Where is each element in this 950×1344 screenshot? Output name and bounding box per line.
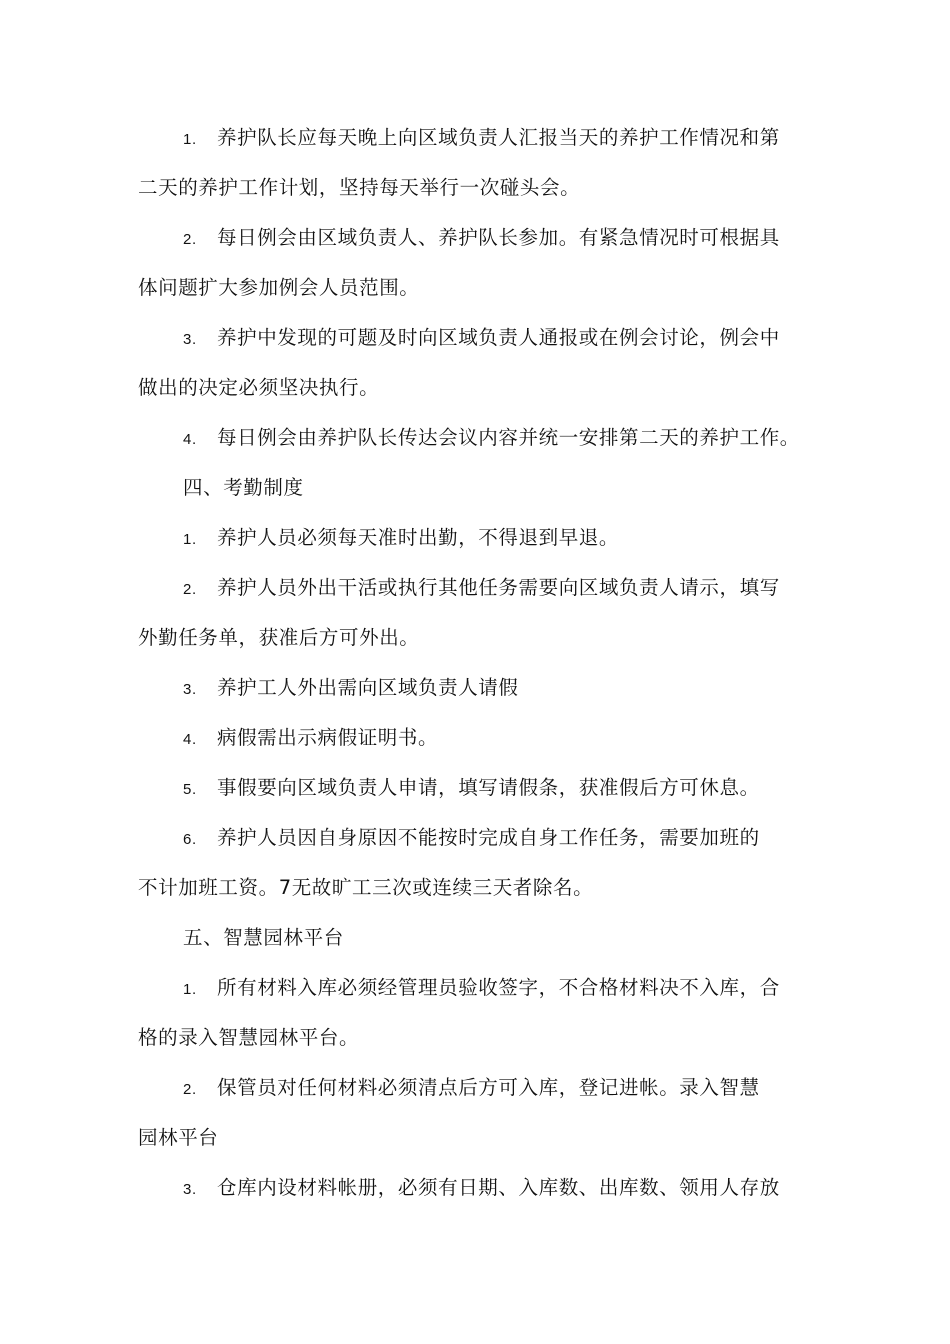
list-number: 1. [183, 981, 197, 998]
list-item-line [183, 1173, 850, 1205]
list-item-line [183, 823, 850, 855]
list-number: 2. [183, 581, 197, 598]
paragraph-text: 养护工人外出需向区域负责人请假 [217, 676, 519, 699]
list-item-line [183, 673, 850, 705]
paragraph-continuation: 二天的养护工作计划，坚持每天举行一次碰头会。 [138, 176, 581, 199]
list-number: 3. [183, 331, 197, 348]
list-item-line [183, 973, 850, 1005]
paragraph-text: 每日例会由养护队长传达会议内容并统一安排第二天的养护工作。 [217, 426, 800, 449]
list-item-line [183, 573, 850, 605]
list-number: 3. [183, 681, 197, 698]
paragraph-text: 养护人员因自身原因不能按时完成自身工作任务，需要加班的 [217, 826, 760, 849]
list-number: 1. [183, 131, 197, 148]
list-item-line [183, 723, 850, 755]
list-number: 4. [183, 431, 197, 448]
paragraph-continuation: 体问题扩大参加例会人员范围。 [138, 276, 420, 299]
list-number: 4. [183, 731, 197, 748]
list-item-line [183, 223, 850, 255]
paragraph-text: 所有材料入库必须经管理员验收签字，不合格材料决不入库，合 [217, 976, 780, 999]
paragraph-text: 养护队长应每天晚上向区域负责人汇报当天的养护工作情况和第 [217, 126, 780, 149]
paragraph-continuation: 做出的决定必须坚决执行。 [138, 376, 380, 399]
paragraph-text: 每日例会由区域负责人、养护队长参加。有紧急情况时可根据具 [217, 226, 780, 249]
paragraph-continuation: 外勤任务单，获准后方可外出。 [138, 626, 420, 649]
paragraph-text: 仓库内设材料帐册，必须有日期、入库数、出库数、领用人存放 [217, 1176, 780, 1199]
list-number: 1. [183, 531, 197, 548]
list-item-line [183, 523, 850, 555]
paragraph-text: 病假需出示病假证明书。 [217, 726, 439, 749]
section-heading: 四、考勤制度 [183, 476, 304, 499]
list-item-line [183, 323, 850, 355]
list-number: 6. [183, 831, 197, 848]
paragraph-text: 保管员对任何材料必须清点后方可入库，登记进帐。录入智慧 [217, 1076, 760, 1099]
list-number: 5. [183, 781, 197, 798]
paragraph-continuation: 园林平台 [138, 1126, 219, 1149]
section-heading: 五、智慧园林平台 [183, 926, 344, 949]
list-number: 2. [183, 231, 197, 248]
paragraph-text: 事假要向区域负责人申请，填写请假条，获准假后方可休息。 [217, 776, 760, 799]
paragraph-text: 养护中发现的可题及时向区域负责人通报或在例会讨论，例会中 [217, 326, 780, 349]
paragraph-text: 养护人员外出干活或执行其他任务需要向区域负责人请示，填写 [217, 576, 780, 599]
list-item-line [183, 123, 850, 155]
list-number: 2. [183, 1081, 197, 1098]
list-number: 3. [183, 1181, 197, 1198]
list-item-line [183, 773, 850, 805]
paragraph-text: 养护人员必须每天准时出勤，不得退到早退。 [217, 526, 620, 549]
list-item-line [183, 423, 850, 455]
paragraph-continuation: 格的录入智慧园林平台。 [138, 1026, 360, 1049]
list-item-line [183, 1073, 850, 1105]
paragraph-continuation: 不计加班工资。7无故旷工三次或连续三天者除名。 [138, 876, 594, 899]
